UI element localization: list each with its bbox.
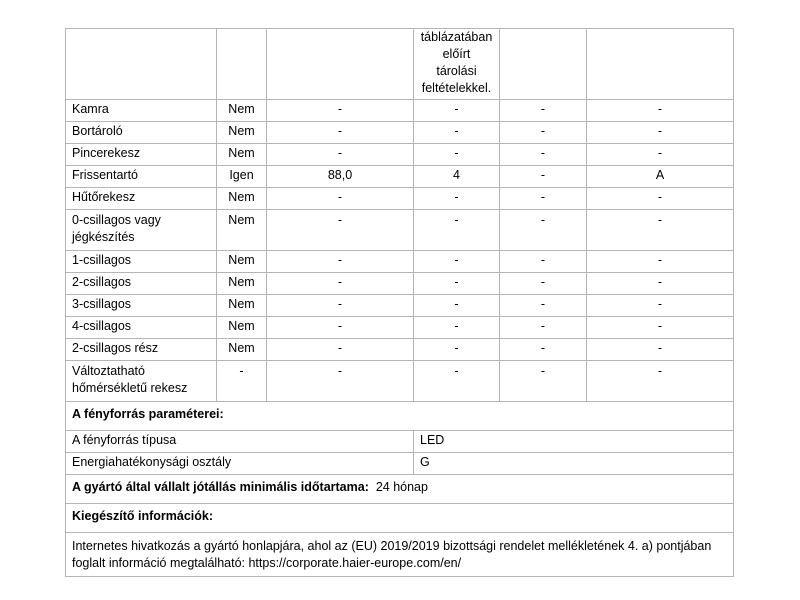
compartment-present: Nem bbox=[217, 339, 267, 361]
compartment-col6: - bbox=[587, 251, 734, 273]
compartment-col6: - bbox=[587, 339, 734, 361]
compartment-row bbox=[66, 295, 734, 317]
additional-heading: Kiegészítő információk: bbox=[72, 509, 213, 523]
compartment-row bbox=[66, 166, 734, 188]
compartment-volume: - bbox=[267, 361, 414, 402]
compartment-volume: - bbox=[267, 273, 414, 295]
warranty-value: 24 hónap bbox=[375, 480, 428, 494]
compartment-col6: - bbox=[587, 144, 734, 166]
compartment-col4: - bbox=[414, 361, 500, 402]
compartment-name: Változtatható hőmérsékletű rekesz bbox=[66, 361, 217, 402]
compartment-name: 0-csillagos vagy jégkészítés bbox=[66, 210, 217, 251]
compartment-col4: - bbox=[414, 295, 500, 317]
compartment-col5: - bbox=[500, 166, 587, 188]
light-type-value: LED bbox=[414, 431, 734, 453]
compartment-col6: A bbox=[587, 166, 734, 188]
section-heading-cell bbox=[66, 402, 734, 431]
compartment-row bbox=[66, 273, 734, 295]
compartment-col5: - bbox=[500, 273, 587, 295]
compartment-name: Frissentartó bbox=[66, 166, 217, 188]
product-info-table-body bbox=[66, 29, 734, 577]
compartment-name: Bortároló bbox=[66, 122, 217, 144]
table-cell bbox=[66, 29, 217, 100]
storage-note-line: előírt bbox=[442, 47, 471, 61]
compartment-col5: - bbox=[500, 251, 587, 273]
compartment-row bbox=[66, 361, 734, 402]
compartment-volume: - bbox=[267, 210, 414, 251]
compartment-present: - bbox=[217, 361, 267, 402]
compartment-col6: - bbox=[587, 317, 734, 339]
compartment-name: 2-csillagos rész bbox=[66, 339, 217, 361]
compartment-volume: - bbox=[267, 295, 414, 317]
storage-note-line: táblázatában bbox=[420, 30, 493, 44]
warranty-label: A gyártó által vállalt jótállás minimális időtartama: bbox=[72, 480, 369, 494]
compartment-volume: 88,0 bbox=[267, 166, 414, 188]
compartment-col4: - bbox=[414, 317, 500, 339]
compartment-volume: - bbox=[267, 144, 414, 166]
compartment-col5: - bbox=[500, 295, 587, 317]
compartment-row bbox=[66, 210, 734, 251]
light-heading-row bbox=[66, 402, 734, 431]
table-cell bbox=[500, 29, 587, 100]
compartment-col6: - bbox=[587, 122, 734, 144]
compartment-col4: - bbox=[414, 339, 500, 361]
compartment-col4: - bbox=[414, 100, 500, 122]
compartment-col6: - bbox=[587, 100, 734, 122]
compartment-col4: - bbox=[414, 188, 500, 210]
light-class-label: Energiahatékonysági osztály bbox=[66, 453, 414, 475]
table-row bbox=[66, 29, 734, 100]
warranty-cell bbox=[66, 475, 734, 504]
compartment-col4: 4 bbox=[414, 166, 500, 188]
additional-text-row bbox=[66, 533, 734, 577]
storage-note-cell bbox=[414, 29, 500, 100]
compartment-volume: - bbox=[267, 100, 414, 122]
compartment-row bbox=[66, 339, 734, 361]
compartment-col5: - bbox=[500, 361, 587, 402]
compartment-volume: - bbox=[267, 317, 414, 339]
compartment-volume: - bbox=[267, 339, 414, 361]
compartment-col5: - bbox=[500, 100, 587, 122]
additional-heading-row bbox=[66, 504, 734, 533]
light-type-row bbox=[66, 431, 734, 453]
compartment-volume: - bbox=[267, 251, 414, 273]
compartment-present: Nem bbox=[217, 317, 267, 339]
section-heading-cell bbox=[66, 504, 734, 533]
compartment-name: 2-csillagos bbox=[66, 273, 217, 295]
compartment-col5: - bbox=[500, 144, 587, 166]
light-class-row bbox=[66, 453, 734, 475]
compartment-col6: - bbox=[587, 273, 734, 295]
compartment-present: Nem bbox=[217, 122, 267, 144]
compartment-col5: - bbox=[500, 317, 587, 339]
compartment-col4: - bbox=[414, 210, 500, 251]
compartment-col5: - bbox=[500, 339, 587, 361]
compartment-present: Nem bbox=[217, 144, 267, 166]
compartment-present: Nem bbox=[217, 210, 267, 251]
compartment-col6: - bbox=[587, 210, 734, 251]
warranty-row bbox=[66, 475, 734, 504]
light-type-label: A fényforrás típusa bbox=[66, 431, 414, 453]
compartment-row bbox=[66, 188, 734, 210]
compartment-col4: - bbox=[414, 122, 500, 144]
compartment-name: 1-csillagos bbox=[66, 251, 217, 273]
compartment-col6: - bbox=[587, 295, 734, 317]
storage-note-line: tárolási bbox=[436, 64, 477, 78]
light-heading: A fényforrás paraméterei: bbox=[72, 407, 224, 421]
compartment-col5: - bbox=[500, 188, 587, 210]
compartment-col5: - bbox=[500, 210, 587, 251]
table-cell bbox=[217, 29, 267, 100]
compartment-row bbox=[66, 251, 734, 273]
compartment-present: Nem bbox=[217, 295, 267, 317]
compartment-col6: - bbox=[587, 361, 734, 402]
light-class-value: G bbox=[414, 453, 734, 475]
compartment-volume: - bbox=[267, 122, 414, 144]
compartment-row bbox=[66, 317, 734, 339]
compartment-row bbox=[66, 122, 734, 144]
compartment-present: Igen bbox=[217, 166, 267, 188]
compartment-present: Nem bbox=[217, 100, 267, 122]
product-info-table bbox=[65, 28, 734, 577]
compartment-col4: - bbox=[414, 273, 500, 295]
compartment-name: Pincerekesz bbox=[66, 144, 217, 166]
storage-note-line: feltételekkel. bbox=[421, 81, 492, 95]
compartment-present: Nem bbox=[217, 251, 267, 273]
compartment-row bbox=[66, 100, 734, 122]
compartment-name: Kamra bbox=[66, 100, 217, 122]
compartment-name: 3-csillagos bbox=[66, 295, 217, 317]
compartment-col5: - bbox=[500, 122, 587, 144]
compartment-row bbox=[66, 144, 734, 166]
compartment-volume: - bbox=[267, 188, 414, 210]
compartment-name: Hűtőrekesz bbox=[66, 188, 217, 210]
compartment-present: Nem bbox=[217, 188, 267, 210]
table-cell bbox=[267, 29, 414, 100]
compartment-present: Nem bbox=[217, 273, 267, 295]
additional-text: Internetes hivatkozás a gyártó honlapjára, ahol az (EU) 2019/2019 bizottsági rendelet mellékletének 4. a) pontjában foglalt információ megtalálható: https://corporate.haier-europe.com/en/ bbox=[66, 533, 734, 577]
compartment-col4: - bbox=[414, 251, 500, 273]
table-cell bbox=[587, 29, 734, 100]
compartment-col6: - bbox=[587, 188, 734, 210]
compartment-name: 4-csillagos bbox=[66, 317, 217, 339]
compartment-col4: - bbox=[414, 144, 500, 166]
